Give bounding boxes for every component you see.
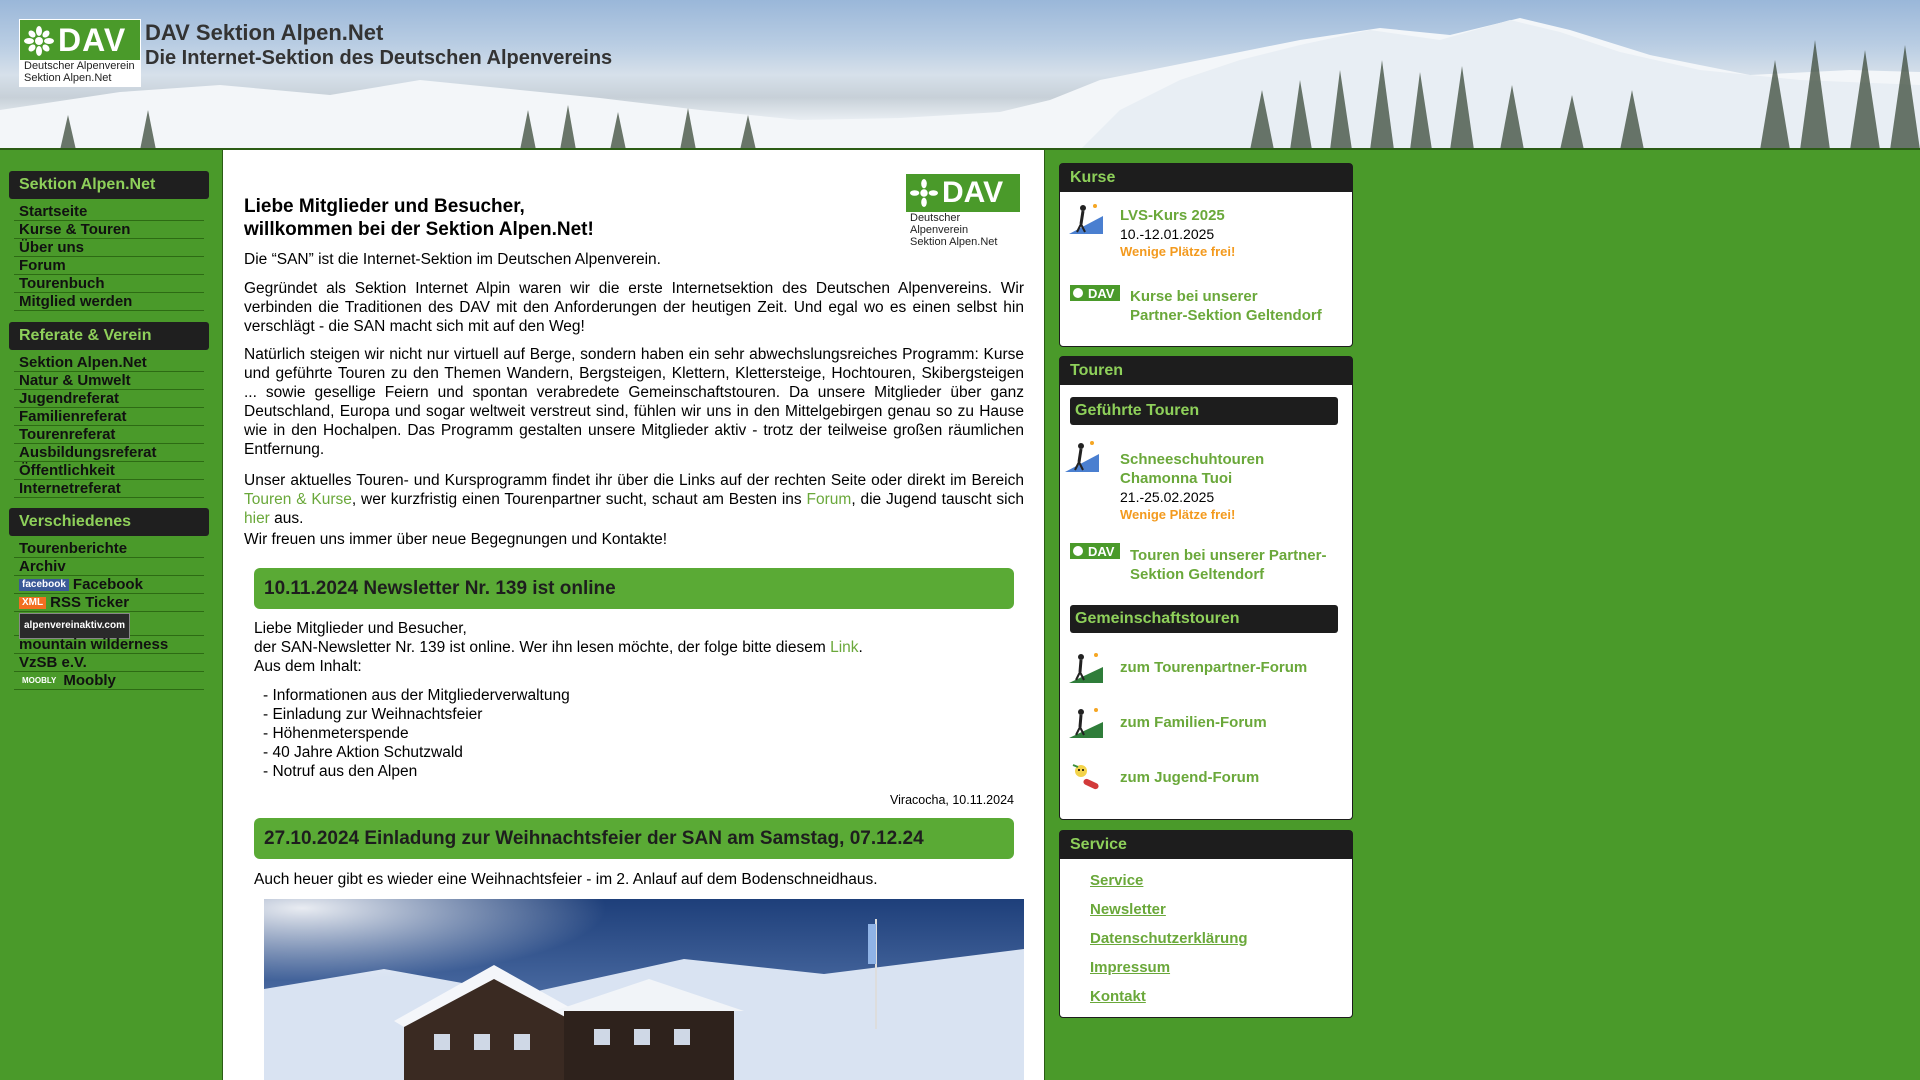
snowshoe-hiker-icon — [1065, 440, 1099, 472]
nav-item-oeffentlichkeit[interactable]: Öffentlichkeit — [14, 463, 204, 480]
hiker-icon — [1069, 202, 1103, 234]
service-box — [1059, 830, 1353, 1018]
list-item: - Notruf aus den Alpen — [263, 763, 418, 780]
nav-item-internet[interactable]: Internetreferat — [14, 481, 204, 498]
nav-list-referate — [14, 355, 204, 499]
nav-item-ueber-uns[interactable]: Über uns — [14, 240, 204, 257]
gemeinschaftstouren-header: Gemeinschaftstouren — [1070, 605, 1338, 633]
kurse-box — [1059, 163, 1353, 347]
link-touren-geltendorf[interactable]: Touren bei unserer Partner- Sektion Geltendorf — [1130, 547, 1327, 583]
nav-item-sektion[interactable]: Sektion Alpen.Net — [14, 355, 204, 372]
nav-item-startseite[interactable]: Startseite — [14, 204, 204, 221]
hut-photo — [264, 899, 1024, 1080]
facebook-icon: facebook — [19, 579, 69, 591]
nav-item-mountain-wilderness[interactable]: mountain wilderness — [14, 637, 204, 654]
link-service[interactable]: Service — [1090, 872, 1144, 889]
intro-text: Die “SAN” ist die Internet-Sektion im Deutschen Alpenverein. — [244, 251, 661, 268]
list-item: - Einladung zur Weihnachtsfeier — [263, 706, 483, 723]
dav-logo-small: DAV Deutscher Alpenverein Sektion Alpen.Net — [906, 174, 1020, 238]
nav-item-familie[interactable]: Familienreferat — [14, 409, 204, 426]
news-title: 10.11.2024 Newsletter Nr. 139 ist online — [254, 568, 1014, 609]
header-banner — [0, 0, 1920, 150]
intro-paragraph-2: Natürlich steigen wir nicht nur virtuell auf Berge, sondern haben ein sehr abwechslungsreiches Programm: Kurse und geführte Touren zu den Themen Wandern, Bergsteigen, Klettern, Klettersteige, Hochtouren, Skibergsteigen ... sowie gesellige Feiern und spontan verabredete Gemeinschaftstouren. Da unsere Mitglieder über ganz Deutschland, Europa und sogar weltweit verstreut sind, fühlen wir uns in den Mittelgebirgen genau so zu Hause wie in den Hochalpen. Das Programm gestalten unsere Mitglieder aktiv - trotz der teilweise großen räumlichen Entfernung. — [244, 346, 1024, 458]
moobly-icon: MOOBLY — [22, 676, 57, 686]
list-item: - 40 Jahre Aktion Schutzwald — [263, 744, 463, 761]
nav-item-vzsb[interactable]: VzSB e.V. — [14, 655, 204, 672]
link-jugend[interactable]: hier — [244, 510, 270, 527]
nav-item-moobly[interactable]: MOOBLY Moobly — [14, 673, 204, 690]
dav-geltendorf-logo — [1070, 543, 1120, 571]
news-content-list — [263, 686, 570, 781]
nav-item-ausbildung[interactable]: Ausbildungsreferat — [14, 445, 204, 462]
news-title: 27.10.2024 Einladung zur Weihnachtsfeier der SAN am Samstag, 07.12.24 — [254, 818, 1014, 859]
nav-section-title: Referate & Verein — [9, 322, 209, 350]
nav-item-tourenberichte[interactable]: Tourenberichte — [14, 541, 204, 558]
dav-logo[interactable] — [19, 19, 141, 87]
link-forum[interactable]: Forum — [806, 491, 852, 508]
touren-title: Touren — [1060, 357, 1352, 385]
nav-item-natur[interactable]: Natur & Umwelt — [14, 373, 204, 390]
link-familien-forum[interactable]: zum Familien-Forum — [1120, 714, 1267, 731]
status-badge: Wenige Plätze frei! — [1120, 244, 1236, 259]
xml-feed-icon: XML — [19, 597, 46, 609]
gefuehrte-touren-header: Geführte Touren — [1070, 397, 1338, 425]
course-date: 10.-12.01.2025 — [1120, 226, 1215, 242]
nav-item-alpenvereinaktiv[interactable] — [14, 613, 204, 636]
link-kurse-geltendorf[interactable]: Kurse bei unserer Partner-Sektion Geltendorf — [1130, 288, 1322, 324]
nav-item-mitglied[interactable]: Mitglied werden — [14, 294, 204, 311]
service-title: Service — [1060, 831, 1352, 859]
nav-list-verschiedenes — [14, 541, 204, 691]
link-impressum[interactable]: Impressum — [1090, 959, 1171, 976]
nav-item-tourenbuch[interactable]: Tourenbuch — [14, 276, 204, 293]
link-jugend-forum[interactable]: zum Jugend-Forum — [1120, 769, 1260, 786]
svg-text:DAV: DAV — [1088, 286, 1115, 301]
intro-paragraph-4: Wir freuen uns immer über neue Begegnungen und Kontakte! — [244, 531, 668, 548]
link-newsletter-service[interactable]: Newsletter — [1090, 901, 1166, 918]
nav-list-sektion — [14, 204, 204, 312]
link-datenschutz[interactable]: Datenschutzerklärung — [1090, 930, 1248, 947]
logo-text: DAV — [58, 22, 127, 58]
intro-paragraph-1: Gegründet als Sektion Internet Alpin waren wir die erste Internetsektion des Deutschen Alpenvereins. Wir verbinden die Traditionen des DAV mit den Anforderungen der heutigen Zeit. Und egal wo es einen selbst hin verschlägt - die SAN macht sich mit auf den Weg! — [244, 280, 1024, 335]
nav-item-jugend[interactable]: Jugendreferat — [14, 391, 204, 408]
welcome-heading: Liebe Mitglieder und Besucher, willkommen bei der Sektion Alpen.Net! — [244, 196, 594, 240]
logo-subtitle: Deutscher Alpenverein Sektion Alpen.Net — [20, 60, 140, 86]
alpenvereinaktiv-logo: alpenvereinaktiv.com — [19, 613, 130, 639]
edelweiss-icon — [910, 179, 938, 207]
youth-icon — [1069, 761, 1103, 793]
dav-geltendorf-logo — [1070, 285, 1120, 313]
svg-text:DAV: DAV — [1088, 544, 1115, 559]
site-subtitle: Die Internet-Sektion des Deutschen Alpenvereins — [145, 47, 613, 69]
link-tourenpartner-forum[interactable]: zum Tourenpartner-Forum — [1120, 659, 1308, 676]
edelweiss-icon — [24, 26, 54, 56]
list-item: - Höhenmeterspende — [263, 725, 409, 742]
news-body: Liebe Mitglieder und Besucher, der SAN-Newsletter Nr. 139 ist online. Wer ihn lesen möchte, der folge bitte diesem Link. Aus dem Inhalt: — [254, 620, 863, 675]
news-photo — [264, 899, 1024, 1080]
tour-date: 21.-25.02.2025 — [1120, 489, 1215, 505]
intro-paragraph-3: Unser aktuelles Touren- und Kursprogramm findet ihr über die Links auf der rechten Seite oder direkt im Bereich Touren & Kurse, wer kurzfristig einen Tourenpartner sucht, schaut am Besten ins Forum, die Jugend tauscht sich hier aus. — [244, 472, 1024, 527]
link-kontakt[interactable]: Kontakt — [1090, 988, 1146, 1005]
nav-section-title: Verschiedenes — [9, 508, 209, 536]
status-badge: Wenige Plätze frei! — [1120, 507, 1236, 522]
site-title: DAV Sektion Alpen.Net — [145, 20, 384, 45]
nav-item-rss[interactable]: XML RSS Ticker — [14, 595, 204, 612]
nav-section-title: Sektion Alpen.Net — [9, 171, 209, 199]
family-hiker-icon — [1069, 706, 1103, 738]
hiker-green-icon — [1069, 651, 1103, 683]
nav-item-forum[interactable]: Forum — [14, 258, 204, 275]
link-lvs-kurs[interactable]: LVS-Kurs 2025 — [1120, 207, 1225, 224]
nav-item-touren[interactable]: Tourenreferat — [14, 427, 204, 444]
news-signature: Viracocha, 10.11.2024 — [890, 793, 1014, 807]
touren-box — [1059, 356, 1353, 820]
nav-item-facebook[interactable]: facebook Facebook — [14, 577, 204, 594]
link-newsletter[interactable]: Link — [830, 639, 859, 656]
nav-item-archiv[interactable]: Archiv — [14, 559, 204, 576]
link-touren-kurse[interactable]: Touren & Kurse — [244, 491, 352, 508]
link-schneeschuhtouren[interactable]: Schneeschuhtouren Chamonna Tuoi — [1120, 451, 1265, 487]
nav-item-kurse-touren[interactable]: Kurse & Touren — [14, 222, 204, 239]
kurse-title: Kurse — [1060, 164, 1352, 192]
list-item: - Informationen aus der Mitgliederverwaltung — [263, 687, 570, 704]
news-body: Auch heuer gibt es wieder eine Weihnachtsfeier - im 2. Anlauf auf dem Bodenschneidhaus. — [254, 871, 878, 888]
